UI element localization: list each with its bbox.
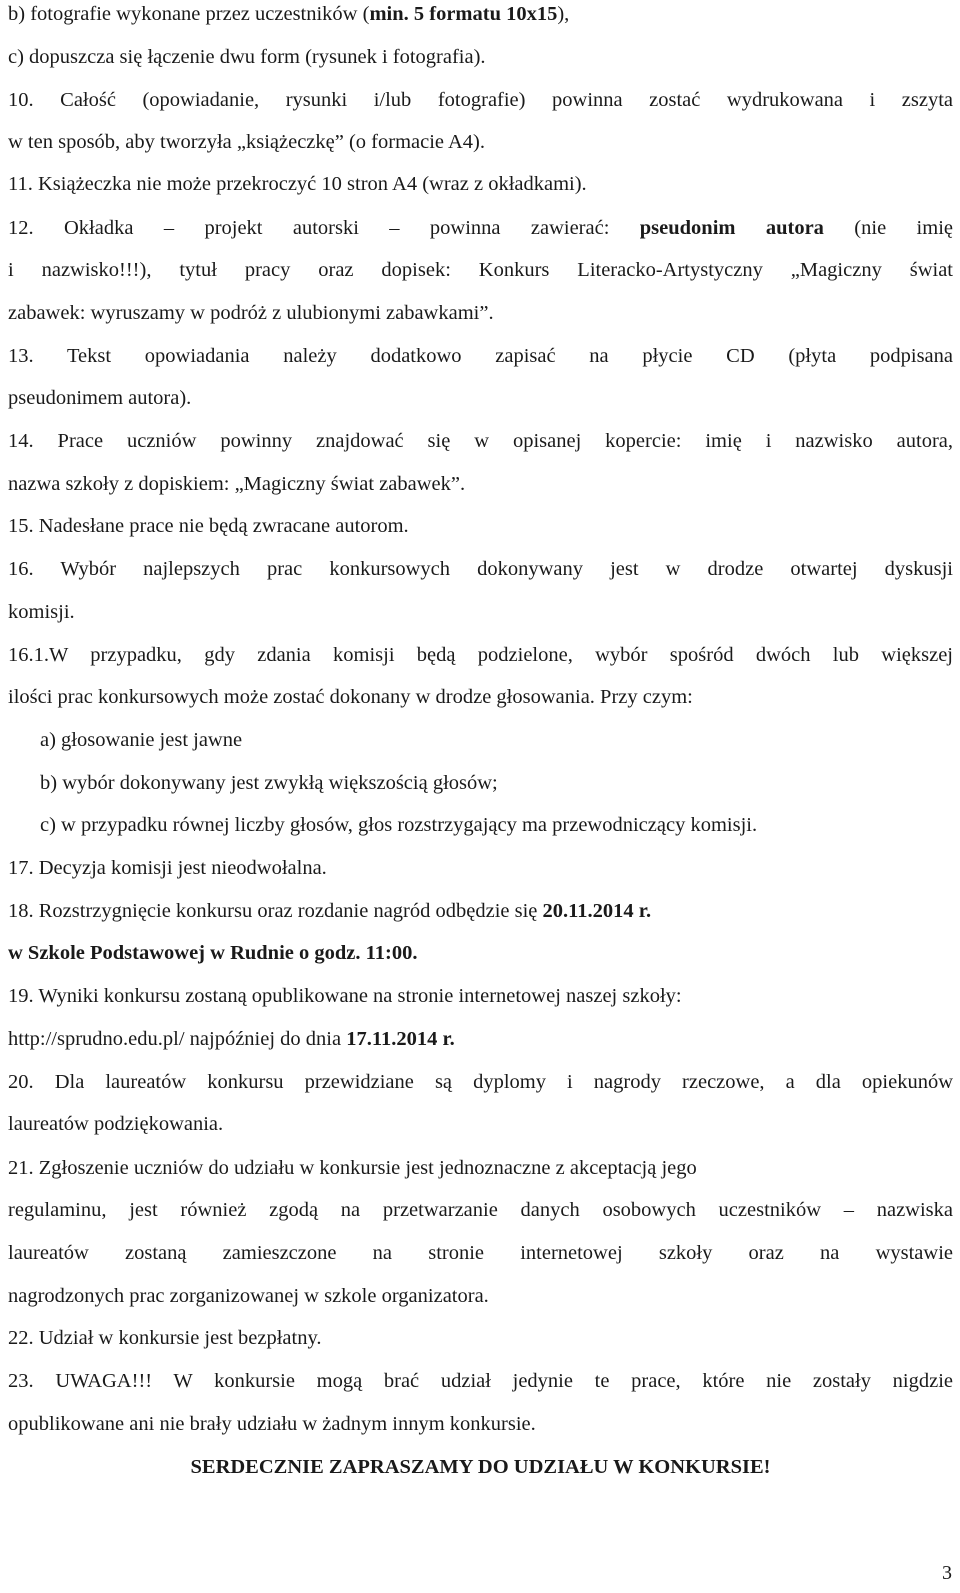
text-line: 11. Książeczka nie może przekroczyć 10 stron A4 (wraz z okładkami). [8, 173, 587, 195]
text-line: nagrodzonych prac zorganizowanej w szkole organizatora. [8, 1285, 489, 1307]
text-line: 19. Wyniki konkursu zostaną opublikowane na stronie internetowej naszej szkoły: [8, 985, 682, 1007]
text-line: zabawek: wyruszamy w podróż z ulubionymi zabawkami”. [8, 302, 494, 324]
text-line: w ten sposób, aby tworzyła „książeczkę” (o formacie A4). [8, 131, 486, 153]
text-line: komisji. [8, 601, 75, 623]
list-item: b) wybór dokonywany jest zwykłą większością głosów; [40, 772, 498, 794]
text-line: pseudonimem autora). [8, 387, 192, 409]
text-line: 12. Okładka – projekt autorski – powinna zawierać: pseudonim autora (nie imię [8, 217, 953, 239]
text-line: http://sprudno.edu.pl/ najpóźniej do dnia 17.11.2014 r. [8, 1028, 455, 1050]
text-line: 15. Nadesłane prace nie będą zwracane autorom. [8, 515, 409, 537]
text-line: 20. Dla laureatów konkursu przewidziane są dyplomy i nagrody rzeczowe, a dla opiekunów [8, 1071, 953, 1093]
closing-invitation: SERDECZNIE ZAPRASZAMY DO UDZIAŁU W KONKURSIE! [190, 1456, 771, 1478]
text-line: 10. Całość (opowiadanie, rysunki i/lub fotografie) powinna zostać wydrukowana i zszyta [8, 89, 953, 111]
list-item: c) w przypadku równej liczby głosów, głos rozstrzygający ma przewodniczący komisji. [40, 814, 758, 836]
text-line: laureatów podziękowania. [8, 1113, 224, 1135]
bold-text: min. 5 formatu 10x15 [369, 3, 558, 25]
text-line: nazwa szkoły z dopiskiem: „Magiczny świat zabawek”. [8, 473, 466, 495]
text-line: ilości prac konkursowych może zostać dokonany w drodze głosowania. Przy czym: [8, 686, 693, 708]
text-line: 13. Tekst opowiadania należy dodatkowo zapisać na płycie CD (płyta podpisana [8, 345, 953, 367]
text-line: laureatów zostaną zamieszczone na stronie internetowej szkoły oraz na wystawie [8, 1242, 953, 1264]
text-line: 21. Zgłoszenie uczniów do udziału w konkursie jest jednoznaczne z akceptacją jego [8, 1157, 697, 1179]
text-line: 16. Wybór najlepszych prac konkursowych dokonywany jest w drodze otwartej dyskusji [8, 558, 953, 580]
text-line: regulaminu, jest również zgodą na przetwarzanie danych osobowych uczestników – nazwiska [8, 1199, 953, 1221]
list-item: a) głosowanie jest jawne [40, 729, 243, 751]
text-line: c) dopuszcza się łączenie dwu form (rysunek i fotografia). [8, 46, 486, 68]
text-line: b) fotografie wykonane przez uczestników (min. 5 formatu 10x15), [8, 3, 570, 25]
text-line: 14. Prace uczniów powinny znajdować się w opisanej kopercie: imię i nazwisko autora, [8, 430, 953, 452]
text-line: i nazwisko!!!), tytuł pracy oraz dopisek: Konkurs Literacko-Artystyczny „Magiczny świat [8, 259, 953, 281]
bold-text: 20.11.2014 r. [542, 900, 652, 922]
text-line: 18. Rozstrzygnięcie konkursu oraz rozdanie nagród odbędzie się 20.11.2014 r. [8, 900, 652, 922]
bold-text: 17.11.2014 r. [346, 1028, 455, 1050]
text-line: opublikowane ani nie brały udziału w żadnym innym konkursie. [8, 1413, 536, 1435]
page-number: 3 [942, 1562, 952, 1584]
bold-text: pseudonim autora [639, 217, 824, 239]
text-line: 16.1.W przypadku, gdy zdania komisji będą podzielone, wybór spośród dwóch lub większej [8, 644, 953, 666]
bold-text: w Szkole Podstawowej w Rudnie o godz. 11:00. [8, 942, 418, 964]
text-line: 17. Decyzja komisji jest nieodwołalna. [8, 857, 327, 879]
text-line [8, 941, 417, 965]
text-line: 22. Udział w konkursie jest bezpłatny. [8, 1327, 322, 1349]
text-line: 23. UWAGA!!! W konkursie mogą brać udział jedynie te prace, które nie zostały nigdzie [8, 1370, 953, 1392]
